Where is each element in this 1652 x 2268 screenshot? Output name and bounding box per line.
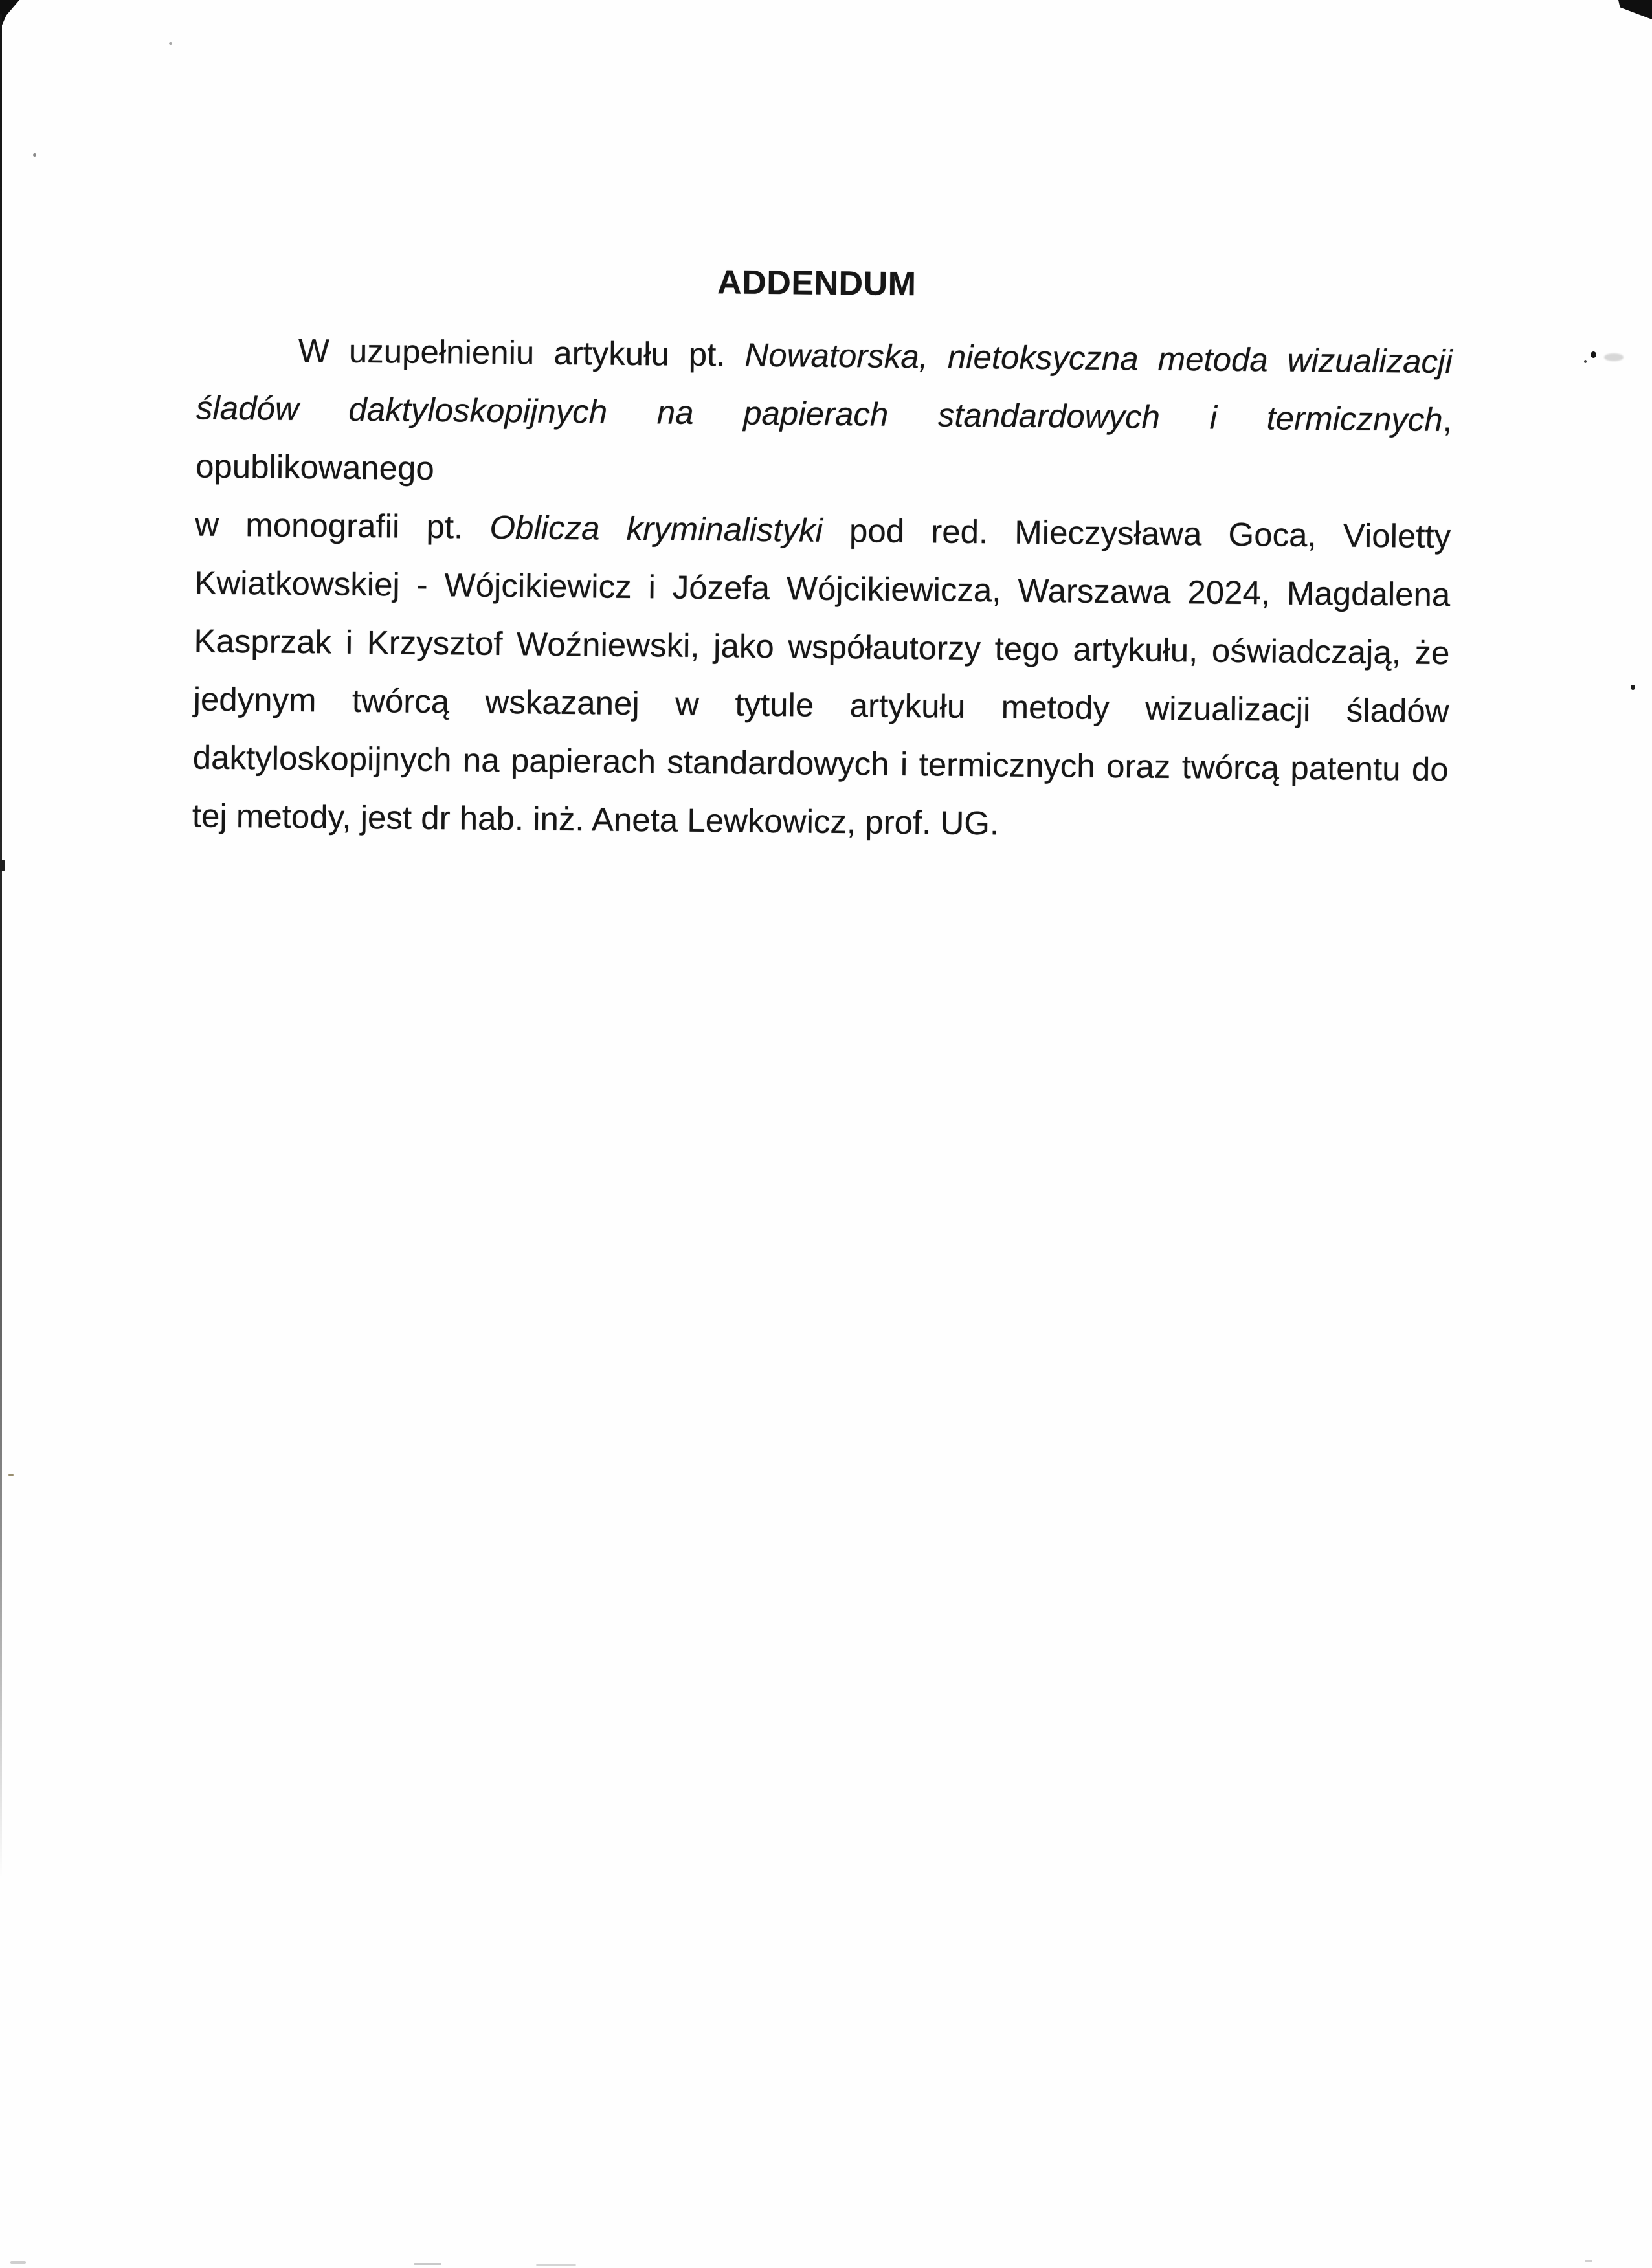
text-run: pod red. Mieczysława Goca, Violetty (822, 511, 1451, 555)
paragraph-line-8 (192, 786, 1448, 857)
paragraph-line-2 (195, 379, 1453, 508)
text-run-italic: Nowatorska, nietoksyczna metoda wizualizacji (744, 336, 1453, 381)
text-run: daktyloskopijnych na papierach standardowych i termicznych oraz twórcą patentu do (192, 739, 1449, 788)
text-run: Kasprzak i Krzysztof Woźniewski, jako współautorzy tego artykułu, oświadczają, że (194, 622, 1450, 672)
text-run-italic: śladów daktyloskopijnych na papierach standardowych i termicznych (195, 389, 1443, 438)
document-title: ADDENDUM (717, 263, 917, 304)
text-run: W uzupełnieniu artykułu pt. (298, 332, 745, 373)
text-run: tej metody, jest dr hab. inż. Aneta Lewkowicz, prof. UG. (192, 797, 999, 842)
text-run-italic: Oblicza kryminalistyki (489, 508, 823, 549)
text-run: , opublikowanego (195, 401, 1453, 487)
text-run: w monografii pt. (194, 506, 490, 546)
addendum-paragraph (192, 321, 1453, 858)
text-run: jedynym twórcą wskazanej w tytule artykułu metody wizualizacji śladów (193, 680, 1449, 730)
text-run: Kwiatkowskiej - Wójcikiewicz i Józefa Wójcikiewicza, Warszawa 2024, Magdalena (194, 564, 1451, 614)
